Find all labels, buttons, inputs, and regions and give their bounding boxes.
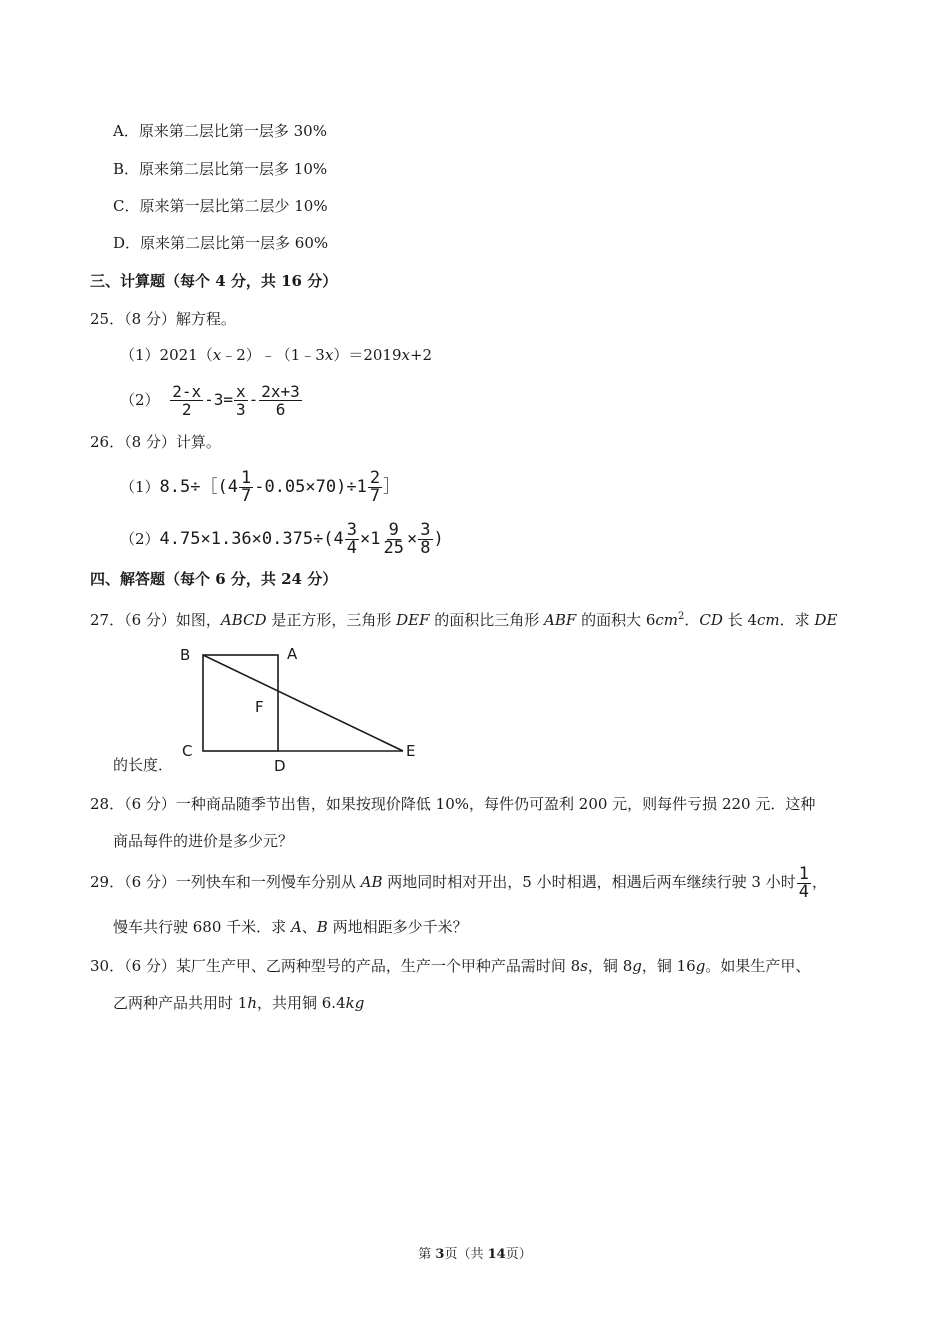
- option-d: D．原来第二层比第一层多 60%: [113, 234, 329, 252]
- square-abcd: [203, 655, 278, 751]
- fraction: $\frac{1}{7}$: [240, 467, 252, 506]
- fraction: $\frac{3}{8}$: [420, 519, 431, 558]
- label-d: D: [274, 757, 286, 775]
- fraction: $\frac{1}{4}$: [798, 863, 809, 902]
- q26-heading: 26．（8 分）计算。: [90, 433, 221, 451]
- q30-line2: 乙两种产品共用时 1h，共用铜 6.4kg: [113, 994, 365, 1012]
- label-a: A: [287, 645, 298, 663]
- fraction: $\frac{x}{3}$: [236, 382, 246, 419]
- q27-continuation: 的长度．: [113, 756, 174, 774]
- section-4-title: 四、解答题（每个 6 分，共 24 分）: [90, 570, 338, 588]
- fraction: $\frac{9}{25}$: [383, 519, 404, 558]
- q30-line1: 30．（6 分）某厂生产甲、乙两种型号的产品，生产一个甲种产品需时间 8s，铜 8g，铜 16g。如果生产甲、: [90, 957, 811, 975]
- q26-part2: （2）4.75×1.36×0.375÷(4 $\frac{3}{4}$ ×1 $\frac{9}{25}$ × $\frac{3}{8}$ ): [120, 519, 444, 558]
- q29-line2: 慢车共行驶 680 千米．求 A、B 两地相距多少千米？: [113, 918, 468, 936]
- q25-heading: 25．（8 分）解方程。: [90, 310, 236, 328]
- fraction: $\frac{2-x}{2}$: [172, 382, 202, 419]
- q27-figure: [170, 640, 430, 775]
- q25-part1: （1）2021（x﹣2）﹣（1﹣3x）＝2019x+2: [120, 346, 433, 364]
- q26-part1: （1）8.5÷［(4 $\frac{1}{7}$ -0.05×70)÷1 $\frac{2}{7}$ ］: [120, 467, 401, 506]
- fraction: $\frac{2}{7}$: [369, 467, 381, 506]
- label-b: B: [180, 646, 191, 664]
- q27-text: 27．（6 分）如图，ABCD 是正方形，三角形 DEF 的面积比三角形 ABF 的面积大 $6cm^2$．CD 长 4cm．求 DE: [90, 611, 838, 629]
- option-a: A．原来第二层比第一层多 30%: [113, 122, 327, 140]
- q29-line1: 29．（6 分）一列快车和一列慢车分别从 AB 两地同时相对开出，5 小时相遇，相遇后两车继续行驶 3 小时 $\frac{1}{4}$ ，: [90, 863, 827, 902]
- q28-line2: 商品每件的进价是多少元？: [113, 832, 294, 850]
- section-3-title: 三、计算题（每个 4 分，共 16 分）: [90, 272, 338, 290]
- label-f: F: [255, 698, 264, 716]
- label-c: C: [182, 742, 193, 760]
- page-footer: 第 3页（共 14页）: [418, 1247, 532, 1262]
- option-b: B．原来第二层比第一层多 10%: [113, 160, 328, 178]
- fraction: $\frac{2x+3}{6}$: [261, 382, 300, 419]
- q25-part2: （2） $\frac{2-x}{2}$ -3= $\frac{x}{3}$ - $\frac{2x+3}{6}$: [120, 382, 300, 419]
- q28-line1: 28．（6 分）一种商品随季节出售，如果按现价降低 10%，每件仍可盈利 200 元，则每件亏损 220 元．这种: [90, 795, 816, 813]
- fraction: $\frac{3}{4}$: [346, 519, 358, 558]
- option-c: C．原来第一层比第二层少 10%: [113, 197, 328, 215]
- label-e: E: [406, 742, 416, 760]
- segment-be: [203, 655, 403, 751]
